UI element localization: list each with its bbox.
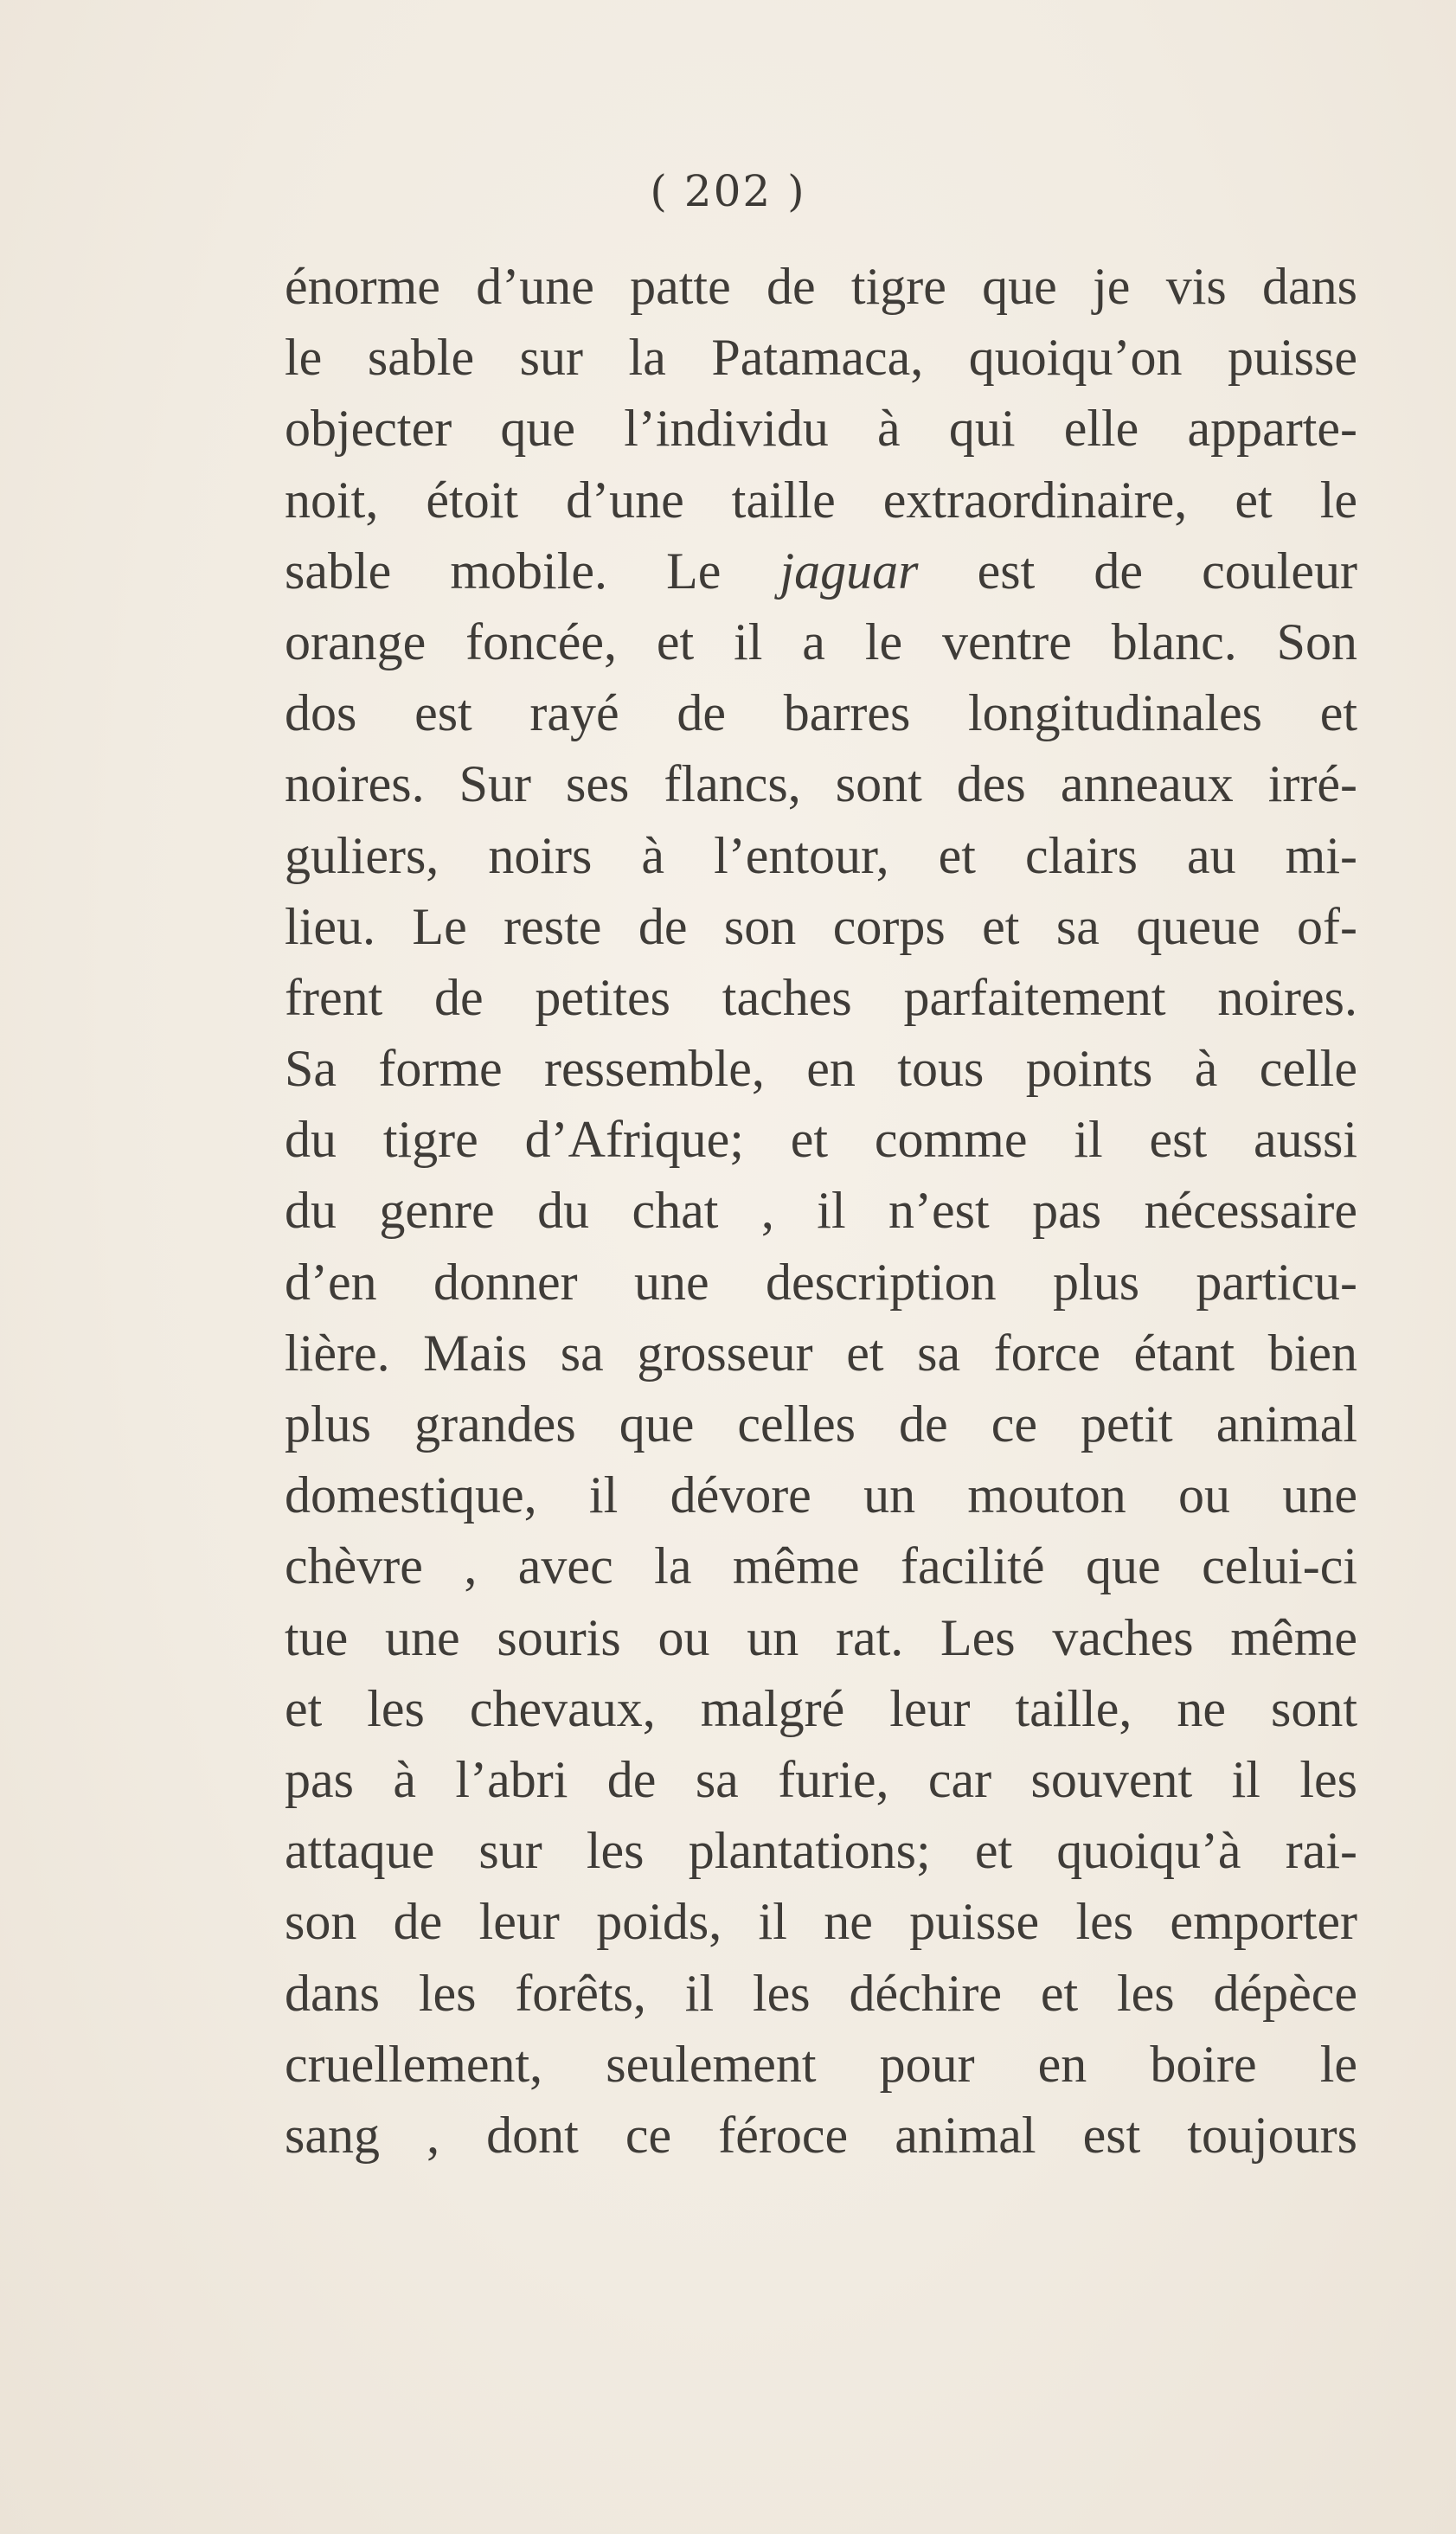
text-line: sang , dont ce féroce animal est toujours [285,2106,1357,2164]
text-line: du genre du chat , il n’est pas nécessaire [285,1182,1357,1240]
page-number: ( 202 ) [650,166,806,216]
text-line: plus grandes que celles de ce petit animal [285,1395,1357,1453]
text-line: orange foncée, et il a le ventre blanc. Son [285,613,1357,670]
text-line: frent de petites taches parfaitement noires. [285,968,1357,1026]
text-line: attaque sur les plantations; et quoiqu’à rai- [285,1822,1357,1880]
text-line: du tigre d’Afrique; et comme il est aussi [285,1111,1357,1169]
text-run: est de couleur [918,542,1357,600]
text-line: domestique, il dévore un mouton ou une [285,1466,1357,1524]
text-line: Sa forme ressemble, en tous points à celle [285,1040,1357,1098]
text-line: son de leur poids, il ne puisse les emporter [285,1893,1357,1951]
italic-term: jaguar [779,542,919,600]
text-line: d’en donner une description plus particu- [285,1253,1357,1311]
text-line: objecter que l’individu à qui elle apparte- [285,400,1357,458]
text-line: énorme d’une patte de tigre que je vis dans [285,258,1357,315]
text-line: dans les forêts, il les déchire et les dépèce [285,1964,1357,2022]
text-line: tue une souris ou un rat. Les vaches même [285,1608,1357,1666]
text-line: guliers, noirs à l’entour, et clairs au mi- [285,826,1357,884]
text-line: et les chevaux, malgré leur taille, ne sont [285,1679,1357,1737]
text-line [285,536,1357,606]
body-text [285,251,1357,2171]
text-run: sable mobile. Le [285,542,780,600]
text-line: le sable sur la Patamaca, quoiqu’on puisse [285,329,1357,387]
text-line: pas à l’abri de sa furie, car souvent il les [285,1750,1357,1808]
text-line: chèvre , avec la même facilité que celui-ci [285,1537,1357,1595]
text-line: cruellement, seulement pour en boire le [285,2035,1357,2093]
text-line: noit, étoit d’une taille extraordinaire, et le [285,471,1357,529]
text-line: lieu. Le reste de son corps et sa queue of- [285,897,1357,955]
text-line: lière. Mais sa grosseur et sa force étant bien [285,1324,1357,1382]
text-line: noires. Sur ses flancs, sont des anneaux irré- [285,755,1357,813]
text-line: dos est rayé de barres longitudinales et [285,684,1357,742]
